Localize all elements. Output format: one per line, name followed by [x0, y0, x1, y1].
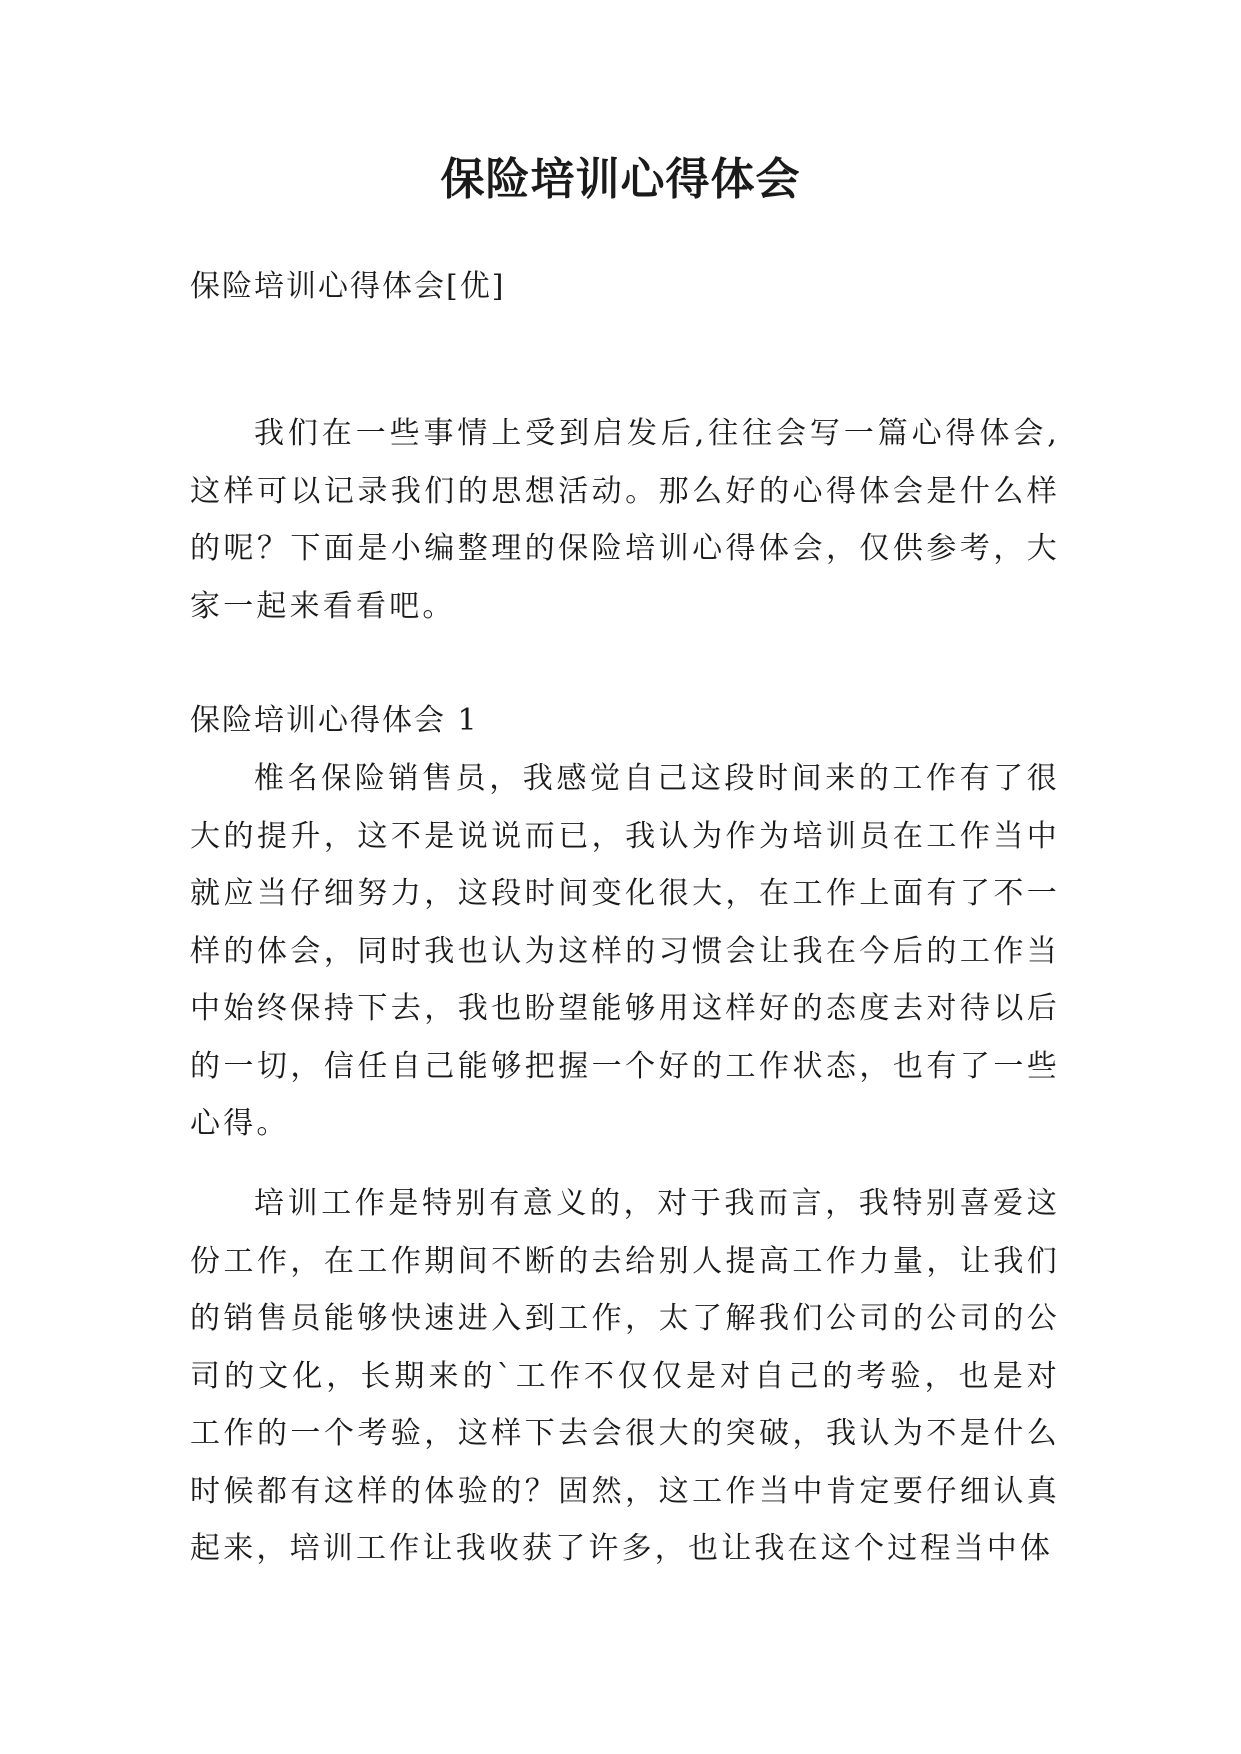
body-paragraph: 椎名保险销售员，我感觉自己这段时间来的工作有了很大的提升，这不是说说而已，我认为作为培训员在工作当中就应当仔细努力，这段时间变化很大，在工作上面有了不一样的体会，同时我也认为这样的习惯会让我在今后的工作当中始终保持下去，我也盼望能够用这样好的态度去对待以后的一切，信任自己能够把握一个好的工作状态，也有了一些心得。: [190, 761, 1060, 1141]
body-paragraph: 培训工作是特别有意义的，对于我而言，我特别喜爱这份工作，在工作期间不断的去给别人提高工作力量，让我们的销售员能够快速进入到工作，太了解我们公司的公司的公司的文化，长期来的`工作不仅仅是对自己的考验，也是对工作的一个考验，这样下去会很大的突破，我认为不是什么时候都有这样的体验的？固然，这工作当中肯定要仔细认真起来，培训工作让我收获了许多，也让我在这个过程当中体: [190, 1186, 1060, 1566]
intro-paragraph: 我们在一些事情上受到启发后,往往会写一篇心得体会,这样可以记录我们的思想活动。那么好的心得体会是什么样的呢？下面是小编整理的保险培训心得体会，仅供参考，大家一起来看看吧。: [190, 416, 1060, 624]
document-subtitle: 保险培训心得体会[优]: [190, 269, 506, 304]
document-title: 保险培训心得体会: [440, 154, 801, 205]
section-heading: 保险培训心得体会 1: [190, 703, 479, 738]
